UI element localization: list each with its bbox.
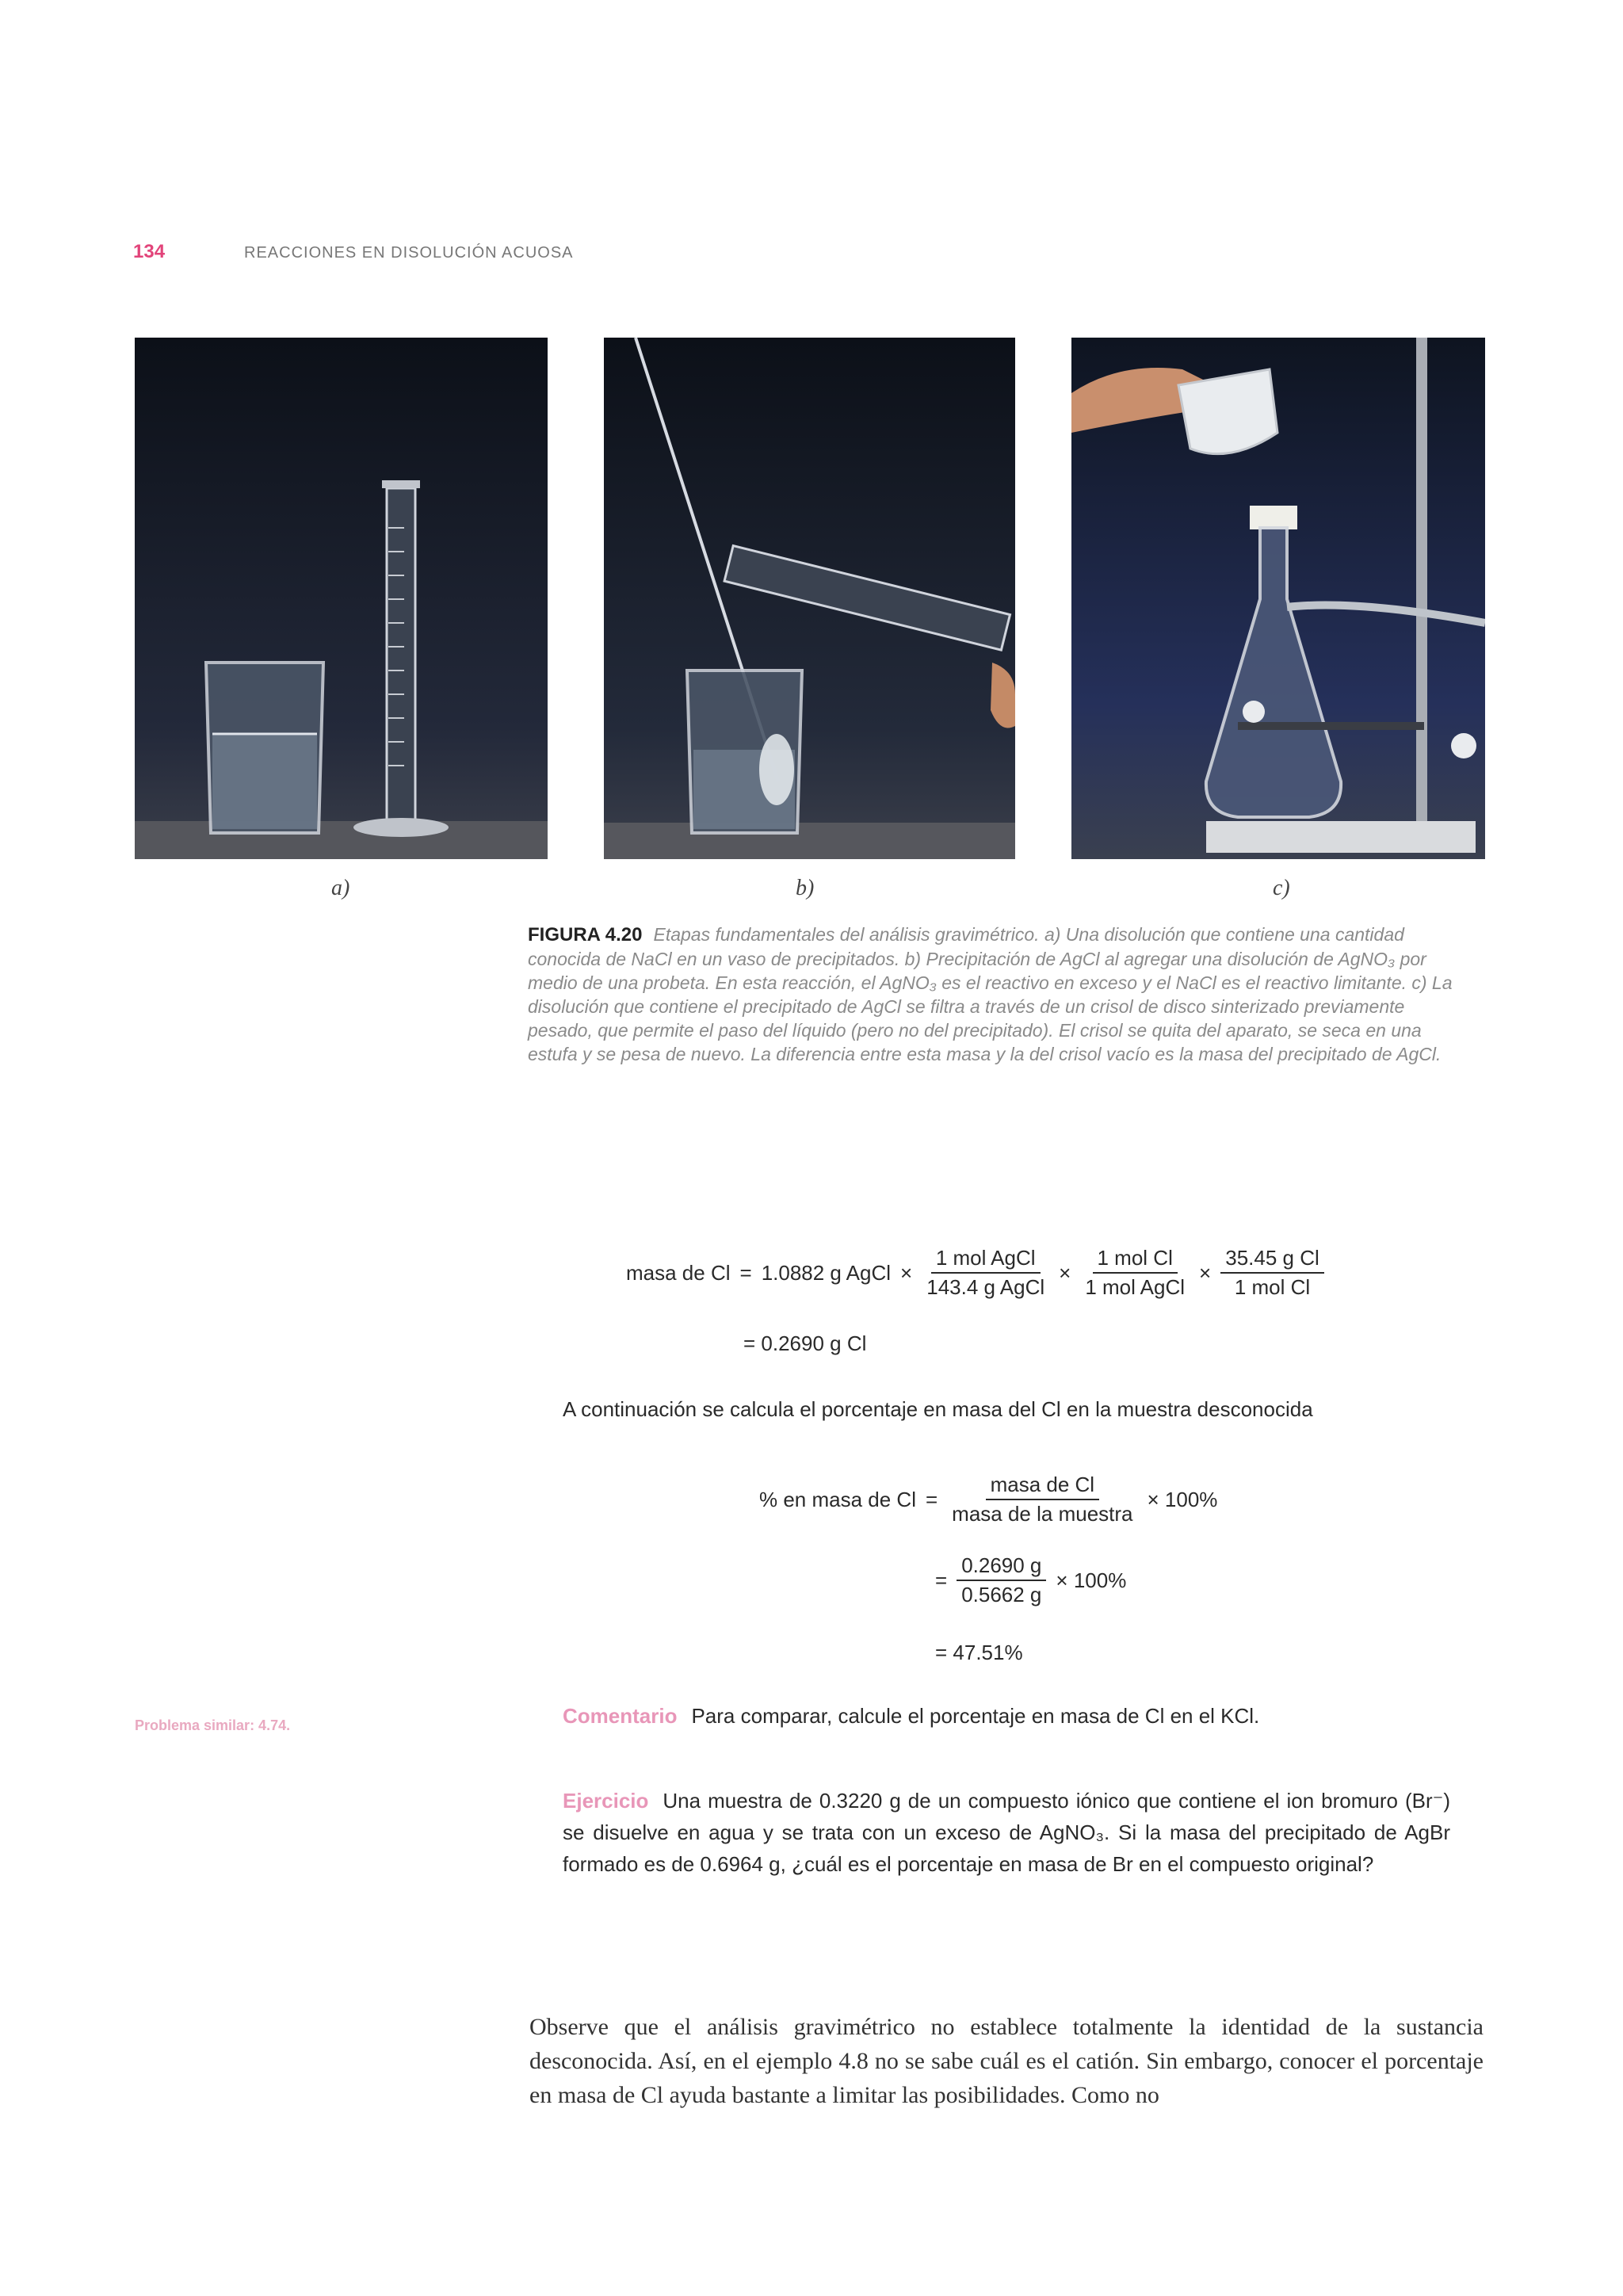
eq2-fraction [947, 1473, 1137, 1526]
comment-block [563, 1704, 1259, 1729]
eq1-f1-num: 1 mol AgCl [931, 1246, 1041, 1274]
eq2-lhs: % en masa de Cl [759, 1487, 916, 1511]
photo-panel-b [604, 338, 1015, 859]
eq1-f3-den: 1 mol Cl [1234, 1275, 1311, 1299]
equation-percent-step [935, 1553, 1126, 1607]
eq2-step-times100: × 100% [1056, 1568, 1127, 1592]
eq2-step-num: 0.2690 g [957, 1553, 1046, 1581]
eq2-step-equals: = [935, 1568, 948, 1592]
eq1-lhs: masa de Cl [626, 1260, 731, 1285]
eq1-times-2: × [1059, 1260, 1071, 1285]
panel-label-b: b) [796, 876, 815, 900]
comment-label: Comentario [563, 1704, 678, 1728]
intro-sentence: A continuación se calcula el porcentaje en masa del Cl en la muestra desconocida [563, 1397, 1313, 1421]
eq1-f2-den: 1 mol AgCl [1085, 1275, 1186, 1299]
eq1-fraction-3 [1220, 1246, 1324, 1300]
eq2-times100: × 100% [1147, 1487, 1218, 1511]
eq2-equals: = [925, 1487, 938, 1511]
eq1-term0: 1.0882 g AgCl [761, 1260, 892, 1285]
eq2-den: masa de la muestra [952, 1502, 1133, 1526]
similar-problem-note: Problema similar: 4.74. [135, 1717, 291, 1733]
figure-label: FIGURA 4.20 [528, 924, 643, 946]
eq2-step-den: 0.5662 g [961, 1583, 1042, 1606]
comment-text: Para comparar, calcule el porcentaje en masa de Cl en el KCl. [691, 1704, 1260, 1728]
equation-mass-cl [626, 1246, 1324, 1300]
panel-label-a: a) [331, 876, 350, 900]
eq2-num: masa de Cl [986, 1473, 1100, 1500]
panel-label-c: c) [1273, 876, 1290, 900]
eq1-fraction-1 [922, 1246, 1049, 1300]
equation-percent-cl [759, 1473, 1217, 1526]
running-head: REACCIONES EN DISOLUCIÓN ACUOSA [244, 244, 574, 262]
photo-panel-c [1071, 338, 1485, 859]
eq1-times-3: × [1199, 1260, 1212, 1285]
figure-caption-text: Etapas fundamentales del análisis gravimétrico. a) Una disolución que contiene una cantidad conocida de NaCl en un vaso de precipitados. b) Precipitación de AgCl al agregar una disolución de AgNO₃ por medio de una probeta. En esta reacción, el AgNO₃ es el reactivo en exceso y el NaCl es el reactivo limitante. c) La disolución que contiene el precipitado de AgCl se filtra a través de un crisol de disco sinterizado previamente pesado, que permite el paso del líquido (pero no del precipitado). El crisol se quita del aparato, se seca en una estufa y se pesa de nuevo. La diferencia entre esta masa y la del crisol vacío es la masa del precipitado de AgCl. [528, 924, 1453, 1064]
eq1-f1-den: 143.4 g AgCl [926, 1275, 1045, 1299]
eq1-result: = 0.2690 g Cl [743, 1331, 867, 1355]
eq2-result: = 47.51% [935, 1641, 1023, 1664]
eq1-f3-num: 35.45 g Cl [1220, 1246, 1324, 1274]
body-paragraph: Observe que el análisis gravimétrico no establece totalmente la identidad de la sustancia desconocida. Así, en el ejemplo 4.8 no se sabe cuál es el catión. Sin embargo, conocer el porcentaje en masa de Cl ayuda bastante a limitar las posibilidades. Como no [529, 2014, 1484, 2108]
exercise-label: Ejercicio [563, 1789, 649, 1813]
eq1-times-1: × [900, 1260, 913, 1285]
page-number: 134 [133, 241, 166, 262]
eq1-fraction-2 [1080, 1246, 1190, 1300]
photo-panel-a [135, 338, 548, 859]
eq1-equals: = [739, 1260, 752, 1285]
exercise-block [563, 1785, 1450, 1880]
figure-caption [528, 923, 1463, 1066]
eq1-f2-num: 1 mol Cl [1093, 1246, 1178, 1274]
exercise-text: Una muestra de 0.3220 g de un compuesto iónico que contiene el ion bromuro (Br⁻) se disuelve en agua y se trata con un exceso de AgNO₃. Si la masa del precipitado de AgBr formado es de 0.6964 g, ¿cuál es el porcentaje en masa de Br en el compuesto original? [563, 1789, 1450, 1876]
eq2-step-fraction [957, 1553, 1046, 1607]
